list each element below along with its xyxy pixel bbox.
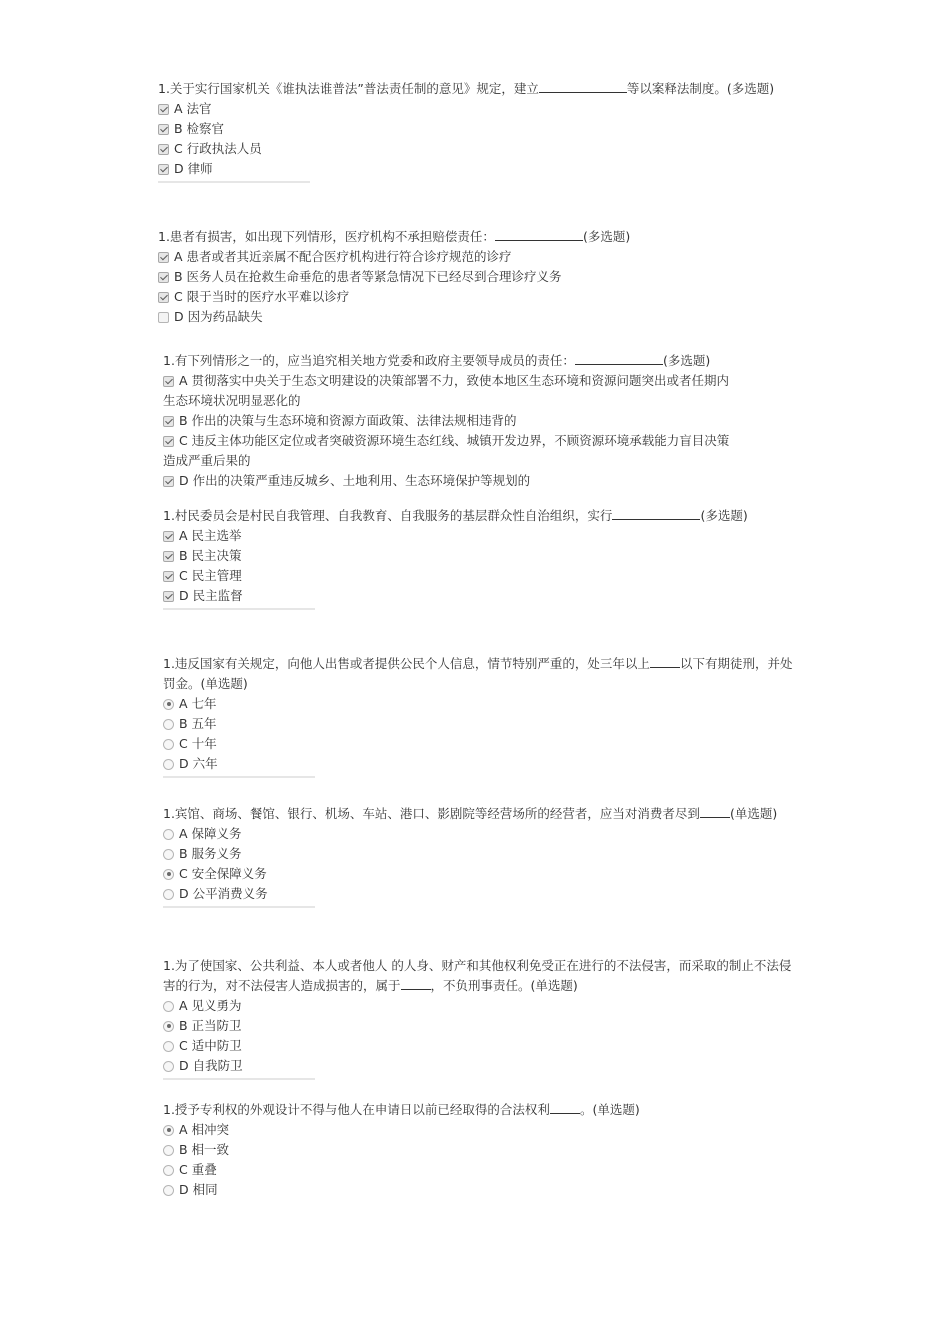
divider	[163, 1078, 315, 1080]
checkbox-checked-icon[interactable]	[158, 144, 169, 155]
option-d[interactable]: D 因为药品缺失	[158, 307, 790, 327]
radio-selected-icon[interactable]	[163, 699, 174, 710]
option-c[interactable]: C 行政执法人员	[158, 139, 790, 159]
option-a[interactable]: A 患者或者其近亲属不配合医疗机构进行符合诊疗规范的诊疗	[158, 247, 790, 267]
option-a[interactable]: A 法官	[158, 99, 790, 119]
radio-unselected-icon[interactable]	[163, 1165, 174, 1176]
question-1	[158, 79, 790, 183]
option-a[interactable]: A 保障义务	[163, 824, 795, 844]
checkbox-checked-icon[interactable]	[163, 476, 174, 487]
question-stem: 1.有下列情形之一的，应当追究相关地方党委和政府主要领导成员的责任： (多选题)	[163, 353, 711, 368]
divider	[158, 181, 310, 183]
checkbox-checked-icon[interactable]	[163, 416, 174, 427]
question-7	[163, 956, 795, 1080]
question-stem: 1.宾馆、商场、餐馆、银行、机场、车站、港口、影剧院等经营场所的经营者，应当对消费者尽到 (单选题)	[163, 806, 778, 821]
option-d[interactable]: D 民主监督	[163, 586, 795, 606]
option-a[interactable]: A 贯彻落实中央关于生态文明建设的决策部署不力，致使本地区生态环境和资源问题突出或者任期内	[163, 371, 795, 391]
checkbox-unchecked-icon[interactable]	[158, 312, 169, 323]
checkbox-checked-icon[interactable]	[158, 104, 169, 115]
option-b[interactable]: B 作出的决策与生态环境和资源方面政策、法律法规相违背的	[163, 411, 795, 431]
blank-underline	[700, 805, 730, 818]
question-5	[163, 654, 795, 778]
question-2	[158, 227, 790, 327]
radio-unselected-icon[interactable]	[163, 759, 174, 770]
option-d[interactable]: D 公平消费义务	[163, 884, 795, 904]
option-a[interactable]: A 见义勇为	[163, 996, 795, 1016]
radio-unselected-icon[interactable]	[163, 1185, 174, 1196]
option-b[interactable]: B 正当防卫	[163, 1016, 795, 1036]
radio-unselected-icon[interactable]	[163, 1145, 174, 1156]
option-c[interactable]: C 适中防卫	[163, 1036, 795, 1056]
blank-underline	[495, 228, 583, 241]
option-b[interactable]: B 检察官	[158, 119, 790, 139]
option-c[interactable]: C 十年	[163, 734, 795, 754]
option-d[interactable]: D 作出的决策严重违反城乡、土地利用、生态环境保护等规划的	[163, 471, 795, 491]
radio-selected-icon[interactable]	[163, 1021, 174, 1032]
option-c[interactable]: C 违反主体功能区定位或者突破资源环境生态红线、城镇开发边界，不顾资源环境承载能力盲目决策	[163, 431, 795, 451]
option-c[interactable]: C 限于当时的医疗水平难以诊疗	[158, 287, 790, 307]
option-d[interactable]: D 自我防卫	[163, 1056, 795, 1076]
radio-unselected-icon[interactable]	[163, 739, 174, 750]
question-stem: 1.村民委员会是村民自我管理、自我教育、自我服务的基层群众性自治组织，实行 (多选题)	[163, 508, 748, 523]
checkbox-checked-icon[interactable]	[163, 551, 174, 562]
question-6	[163, 804, 795, 908]
option-a[interactable]: A 相冲突	[163, 1120, 795, 1140]
option-c[interactable]: C 民主管理	[163, 566, 795, 586]
checkbox-checked-icon[interactable]	[163, 376, 174, 387]
blank-underline	[550, 1101, 580, 1114]
checkbox-checked-icon[interactable]	[158, 272, 169, 283]
blank-underline	[575, 352, 663, 365]
checkbox-checked-icon[interactable]	[158, 164, 169, 175]
radio-unselected-icon[interactable]	[163, 1061, 174, 1072]
divider	[163, 906, 315, 908]
radio-unselected-icon[interactable]	[163, 1041, 174, 1052]
option-c[interactable]: C 安全保障义务	[163, 864, 795, 884]
option-c-continuation: 造成严重后果的	[163, 453, 251, 468]
checkbox-checked-icon[interactable]	[163, 571, 174, 582]
checkbox-checked-icon[interactable]	[163, 531, 174, 542]
question-4	[163, 506, 795, 610]
divider	[163, 608, 315, 610]
option-d[interactable]: D 相同	[163, 1180, 795, 1200]
option-a[interactable]: A 民主选举	[163, 526, 795, 546]
radio-unselected-icon[interactable]	[163, 889, 174, 900]
option-d[interactable]: D 律师	[158, 159, 790, 179]
option-a-continuation: 生态环境状况明显恶化的	[163, 393, 301, 408]
radio-selected-icon[interactable]	[163, 869, 174, 880]
option-b[interactable]: B 五年	[163, 714, 795, 734]
radio-unselected-icon[interactable]	[163, 849, 174, 860]
option-d[interactable]: D 六年	[163, 754, 795, 774]
question-stem: 1.违反国家有关规定，向他人出售或者提供公民个人信息，情节特别严重的，处三年以上 以下有期徒刑，并处罚金。(单选题)	[163, 656, 793, 691]
blank-underline	[650, 655, 680, 668]
option-b[interactable]: B 民主决策	[163, 546, 795, 566]
checkbox-checked-icon[interactable]	[158, 292, 169, 303]
option-c[interactable]: C 重叠	[163, 1160, 795, 1180]
question-3	[163, 351, 795, 491]
radio-unselected-icon[interactable]	[163, 829, 174, 840]
blank-underline	[539, 80, 627, 93]
radio-unselected-icon[interactable]	[163, 719, 174, 730]
radio-selected-icon[interactable]	[163, 1125, 174, 1136]
option-a[interactable]: A 七年	[163, 694, 795, 714]
question-8	[163, 1100, 795, 1200]
question-stem: 1.患者有损害，如出现下列情形，医疗机构不承担赔偿责任： (多选题)	[158, 229, 631, 244]
checkbox-checked-icon[interactable]	[163, 436, 174, 447]
option-b[interactable]: B 相一致	[163, 1140, 795, 1160]
blank-underline	[401, 977, 431, 990]
checkbox-checked-icon[interactable]	[158, 124, 169, 135]
question-stem: 1.关于实行国家机关《谁执法谁普法”普法责任制的意见》规定，建立 等以案释法制度。(多选题)	[158, 81, 775, 96]
divider	[163, 776, 315, 778]
question-stem: 1.为了使国家、公共利益、本人或者他人 的人身、财产和其他权利免受正在进行的不法侵害，而采取的制止不法侵害的行为，对不法侵害人造成损害的，属于 ，不负刑事责任。(单选题)	[163, 958, 792, 993]
checkbox-checked-icon[interactable]	[163, 591, 174, 602]
checkbox-checked-icon[interactable]	[158, 252, 169, 263]
option-b[interactable]: B 医务人员在抢救生命垂危的患者等紧急情况下已经尽到合理诊疗义务	[158, 267, 790, 287]
option-b[interactable]: B 服务义务	[163, 844, 795, 864]
question-stem: 1.授予专利权的外观设计不得与他人在申请日以前已经取得的合法权利 。(单选题)	[163, 1102, 640, 1117]
radio-unselected-icon[interactable]	[163, 1001, 174, 1012]
blank-underline	[612, 507, 700, 520]
